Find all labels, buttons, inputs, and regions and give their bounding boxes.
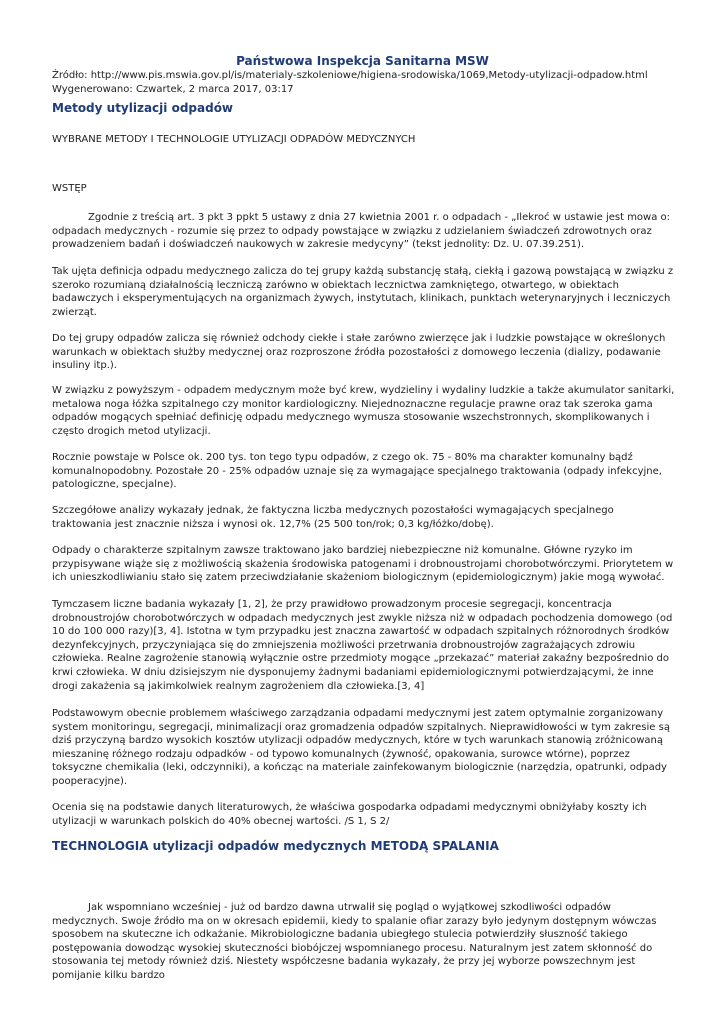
article-subtitle: WYBRANE METODY I TECHNOLOGIE UTYLIZACJI ODPADÓW MEDYCZNYCH xyxy=(52,134,416,145)
section-heading: TECHNOLOGIA utylizacji odpadów medycznych METODĄ SPALANIA xyxy=(52,839,499,853)
paragraph: Tak ujęta definicja odpadu medycznego zalicza do tej grupy każdą substancję stałą, ciekłą i gazową powstającą w związku z szeroko rozumianą działalnością leczniczą zarówno w obiektach lecznictwa zamkniętego, otwartego, w obiektach badawczych i eksperymentujących na organizmach żywych, instytutach, klinikach, punktach weterynaryjnych i leczniczych zwierząt. xyxy=(52,266,674,318)
intro-heading: WSTĘP xyxy=(52,183,87,194)
paragraph: Szczegółowe analizy wykazały jednak, że faktyczna liczba medycznych pozostałości wymagających specjalnego traktowania jest znacznie niższa i wynosi ok. 12,7% (25 500 ton/rok; 0,3 kg/łóżko/dobę). xyxy=(52,505,614,530)
paragraph: Ocenia się na podstawie danych literaturowych, że właściwa gospodarka odpadami medycznymi obniżyłaby koszty ich utylizacji w warunkach polskich do 40% obecnej wartości. /S 1, S 2/ xyxy=(52,802,647,827)
article-title: Metody utylizacji odpadów xyxy=(52,101,234,115)
paragraph: Rocznie powstaje w Polsce ok. 200 tys. ton tego typu odpadów, z czego ok. 75 - 80% ma charakter komunalny bądź komunalnopodobny. Pozostałe 20 - 25% odpadów uznaje się za wymagające specjalnego traktowania (odpady infekcyjne, patologiczne, specjalne). xyxy=(52,452,662,491)
section-paragraph: Jak wspomniano wcześniej - już od bardzo dawna utrwalił się pogląd o wyjątkowej szkodliwości odpadów medycznych. Swoje źródło ma on w okresach epidemii, kiedy to spalanie ofiar zarazy było jedynym dostępnym wówczas sposobem na skuteczne ich odkażanie. Mikrobiologiczne badania ubiegłego stulecia potwierdziły słuszność takiego postępowania dowodząc wysokiej skuteczności biobójczej wspomnianego procesu. Naturalnym jest zatem skłonność do stosowania tej metody również dziś. Niestety współczesne badania wykazały, że przy jej wyborze powszechnym jest pomijanie kilku bardzo xyxy=(52,902,657,981)
paragraph: Tymczasem liczne badania wykazały [1, 2], że przy prawidłowo prowadzonym procesie segregacji, koncentracja drobnoustrojów chorobotwórczych w odpadach medycznych jest zwykle niższa niż w odpadach pochodzenia domowego (od 10 do 100 000 razy)[3, 4]. Istotna w tym przypadku jest znaczna zawartość w odpadach szpitalnych różnorodnych środków dezynfekcyjnych, przyczyniająca się do zmniejszenia możliwości przetrwania drobnoustrojów zagrażających zdrowiu człowieka. Realne zagrożenie stanowią wyłącznie ostre przedmioty mogące „przekazać” materiał zakaźny bezpośrednio do krwi człowieka. W dniu dzisiejszym nie dysponujemy żadnymi badaniami epidemiologicznymi potwierdzającymi, że inne drogi zakażenia są jakimkolwiek realnym zagrożeniem dla człowieka.[3, 4] xyxy=(52,599,673,692)
source-url: Źródło: http://www.pis.mswia.gov.pl/is/materialy-szkoleniowe/higiena-srodowiska/1069,Metody-utylizacji-odpadow.html xyxy=(52,70,648,81)
paragraph: Odpady o charakterze szpitalnym zawsze traktowano jako bardziej niebezpieczne niż komunalne. Główne ryzyko im przypisywane wiąże się z możliwością skażenia środowiska patogenami i drobnoustrojami chorobotwórczymi. Priorytetem w ich unieszkodliwianiu stało się zatem przeciwdziałanie skażeniom biologicznym (epidemiologicznym) jakie mogą wywołać. xyxy=(52,545,674,584)
paragraph: Do tej grupy odpadów zalicza się również odchody ciekłe i stałe zarówno zwierzęce jak i ludzkie powstające w określonych warunkach w obiektach służby medycznej oraz rozproszone źródła pozostałości z domowego leczenia (dializy, podawanie insuliny itp.). xyxy=(52,333,666,372)
paragraph: Podstawowym obecnie problemem właściwego zarządzania odpadami medycznymi jest zatem optymalnie zorganizowany system monitoringu, segregacji, minimalizacji oraz gromadzenia odpadów szpitalnych. Nieprawidłowości w tym zakresie są dziś przyczyną bardzo wysokich kosztów utylizacji odpadów medycznych, które w tych warunkach stanowią zróżnicowaną mieszaninę różnego rodzaju odpadków - od typowo komunalnych (żywność, opakowania, surowce wtórne), poprzez toksyczne chemikalia (leki, odczynniki), a kończąc na materiale zainfekowanym biologicznie (narzędzia, opatrunki, odpady pooperacyjne). xyxy=(52,708,670,787)
site-title: Państwowa Inspekcja Sanitarna MSW xyxy=(236,54,489,68)
paragraph: Zgodnie z treścią art. 3 pkt 3 ppkt 5 ustawy z dnia 27 kwietnia 2001 r. o odpadach - „Ilekroć w ustawie jest mowa o: odpadach medycznych - rozumie się przez to odpady powstające w związku z udzielaniem świadczeń zdrowotnych oraz prowadzeniem badań i doświadczeń naukowych w zakresie medycyny” (tekst jednolity: Dz. U. 07.39.251). xyxy=(52,212,671,251)
generated-date: Wygenerowano: Czwartek, 2 marca 2017, 03:17 xyxy=(52,84,294,95)
paragraph: W związku z powyższym - odpadem medycznym może być krew, wydzieliny i wydaliny ludzkie a także akumulator sanitarki, metalowa noga łóżka szpitalnego czy monitor kardiologiczny. Niejednoznaczne regulacje prawne oraz tak szeroka gama odpadów mogących spełniać definicję odpadu medycznego wymusza stosowanie wszechstronnych, skomplikowanych i często drogich metod utylizacji. xyxy=(52,385,675,437)
